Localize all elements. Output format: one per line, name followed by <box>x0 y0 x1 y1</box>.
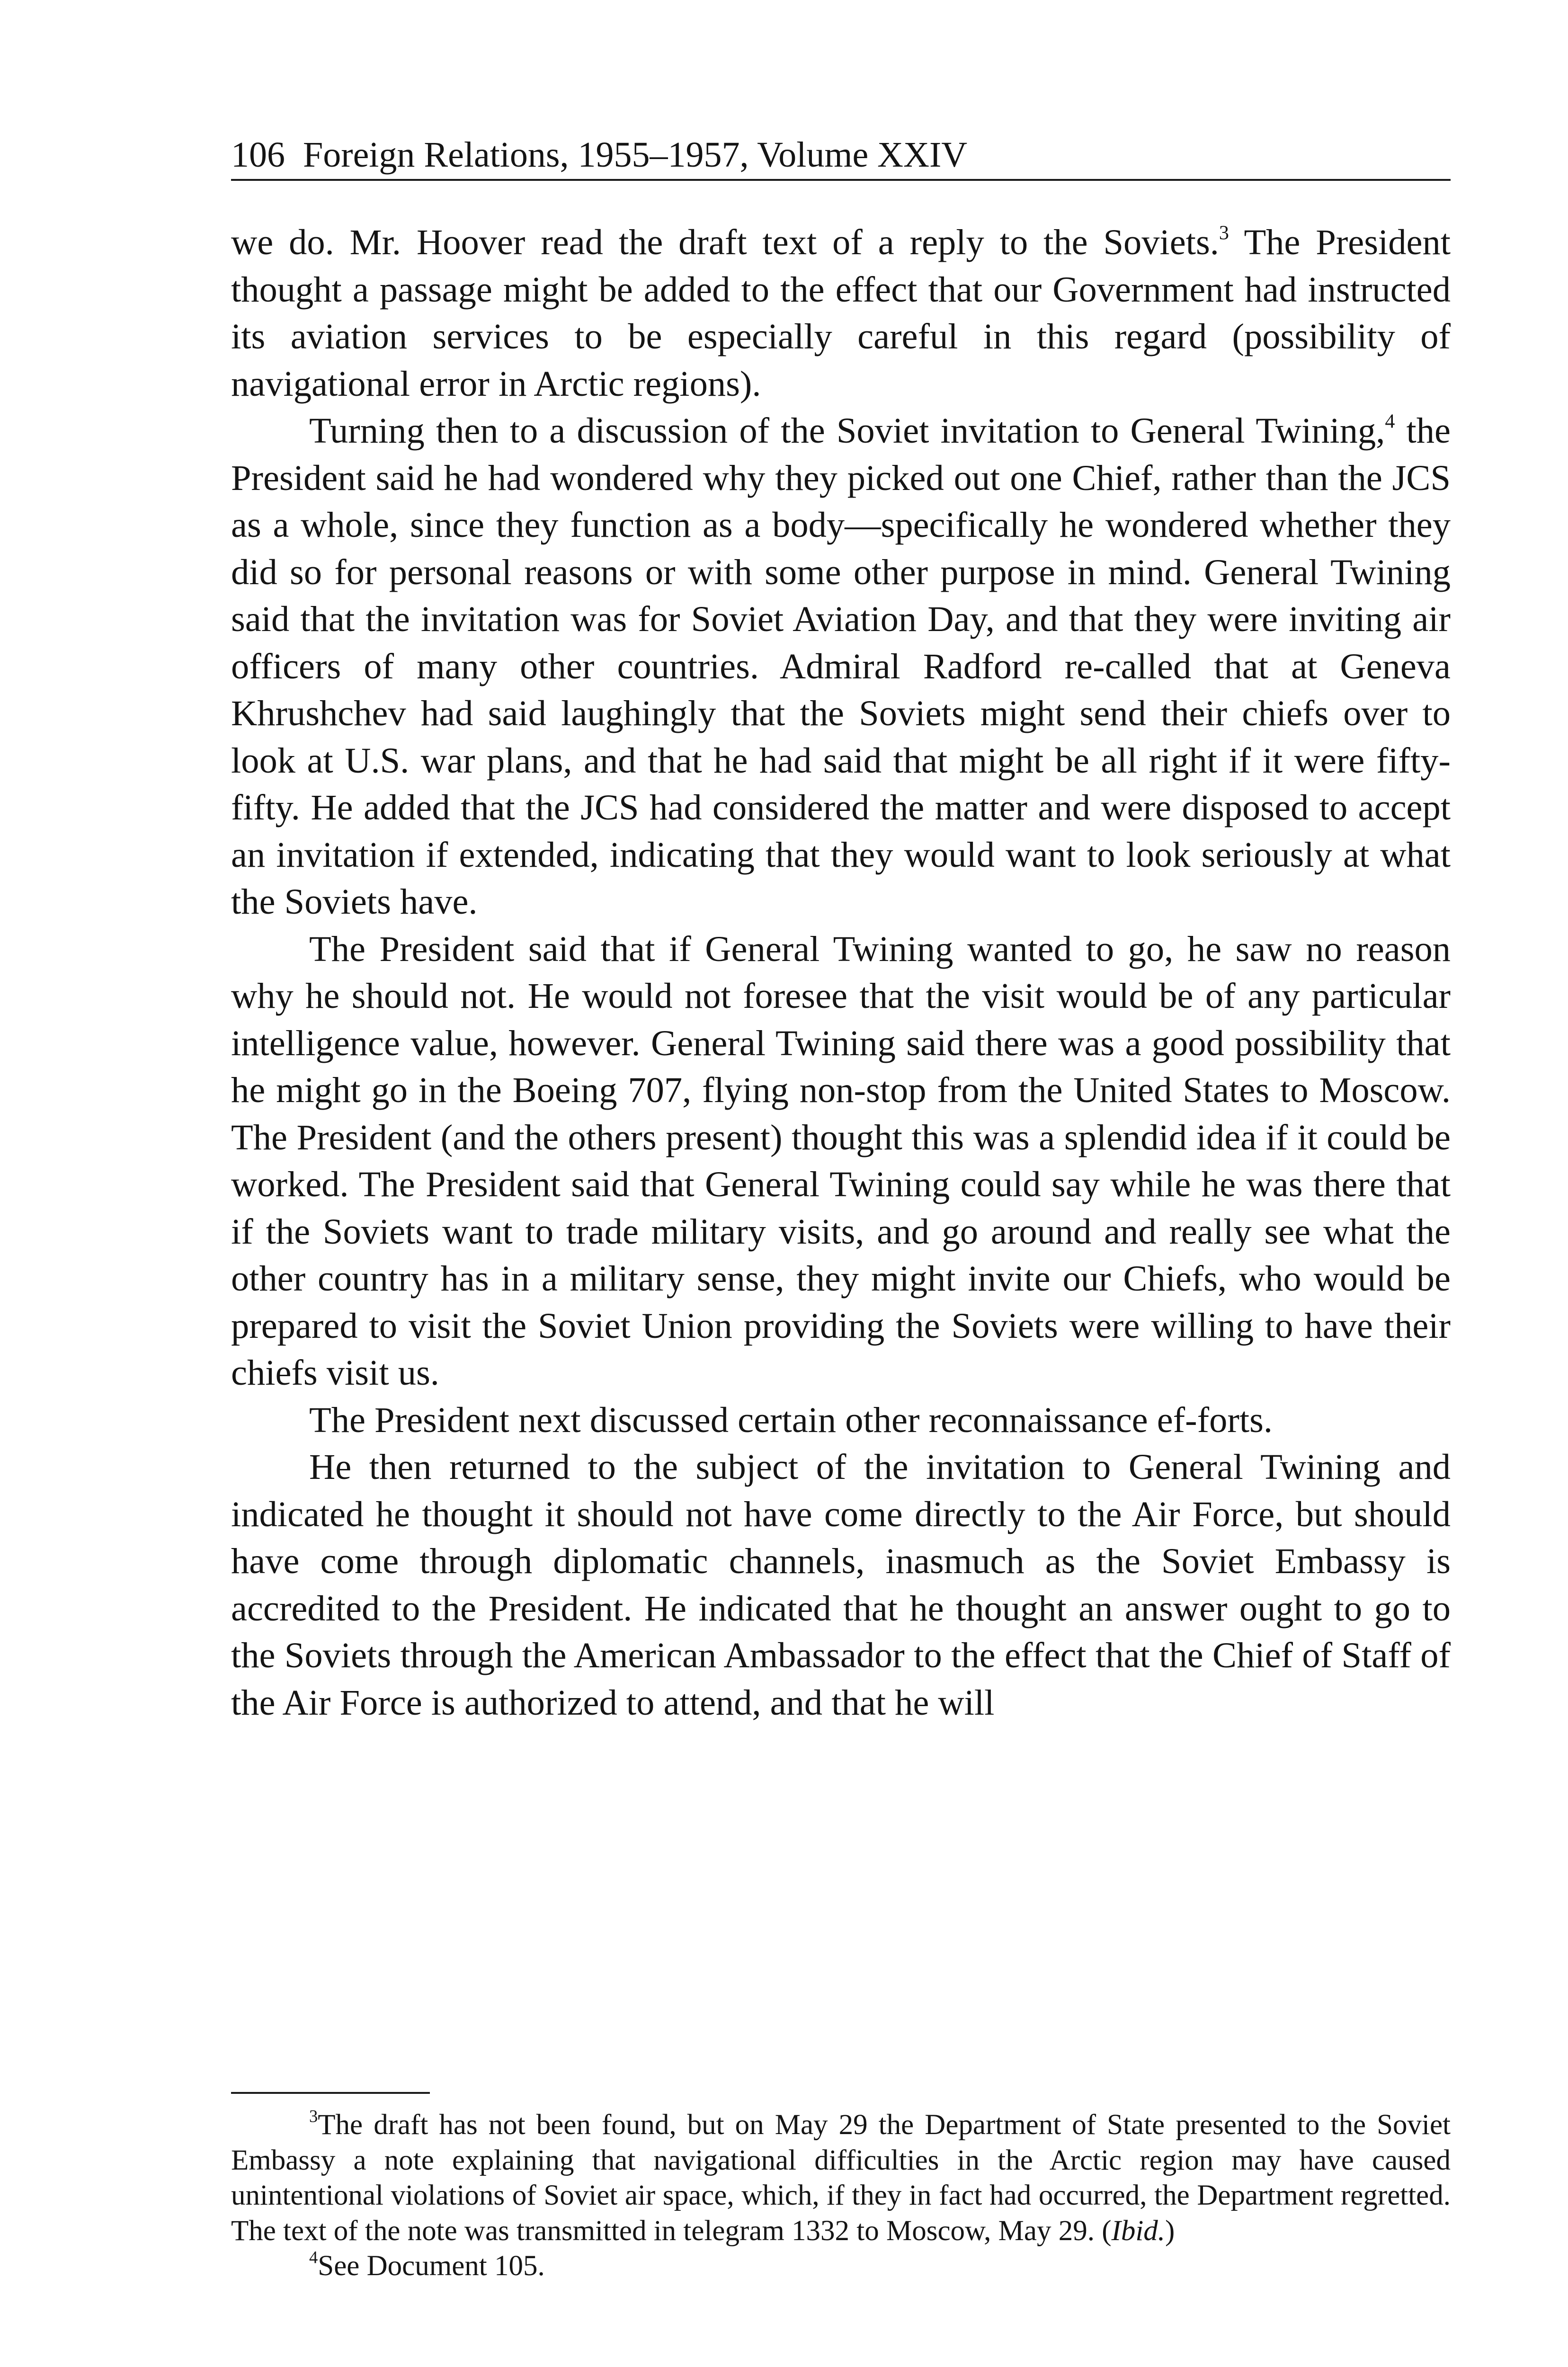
page-number: 106 <box>231 135 285 175</box>
paragraph-2-text-a: Turning then to a discussion of the Soviet invitation to General Twining, <box>309 410 1385 451</box>
footnote-4 <box>231 2249 1451 2284</box>
paragraph-2 <box>231 407 1451 925</box>
paragraph-4: The President next discussed certain other reconnaissance ef-forts. <box>309 1399 1273 1440</box>
footnote-ref-4[interactable]: 4 <box>1385 410 1395 433</box>
footnote-3-mark: 3 <box>309 2106 318 2126</box>
footnote-3-ibid: Ibid. <box>1111 2215 1166 2247</box>
footnote-4-mark: 4 <box>309 2247 318 2267</box>
paragraph-5: He then returned to the subject of the invitation to General Twining and indicated he thought it should not have come directly to the Air Force, but should have come through diplomatic channels, inasmuch as the Soviet Embassy is accredited to the President. He indicated that he thought an answer ought to go to the Soviets through the American Ambassador to the effect that the Chief of Staff of the Air Force is authorized to attend, and that he will <box>231 1447 1451 1723</box>
paragraph-3: The President said that if General Twining wanted to go, he saw no reason why he should not. He would not foresee that the visit would be of any particular intelligence value, however. General Twining said there was a good possibility that he might go in the Boeing 707, flying non-stop from the United States to Moscow. The President (and the others present) thought this was a splendid idea if it could be worked. The President said that General Twining could say while he was there that if the Soviets want to trade military visits, and go around and really see what the other country has in a military sense, they might invite our Chiefs, who would be prepared to visit the Soviet Union providing the Soviets were willing to have their chiefs visit us. <box>231 928 1451 1393</box>
paragraph-1-text: we do. Mr. Hoover read the draft text of a reply to the Soviets. <box>231 222 1219 262</box>
paragraph-1-rest: The President thought a passage might be added to the effect that our Government had instructed its aviation services to be especially careful in this regard (possibility of navigational error in Arctic regions). <box>231 222 1451 404</box>
footnotes <box>231 2108 1451 2284</box>
footnote-separator <box>231 2092 430 2094</box>
body-text <box>231 219 1451 1726</box>
paragraph-1 <box>231 219 1451 407</box>
running-title: Foreign Relations, 1955–1957, Volume XXIV <box>303 135 968 175</box>
footnote-ref-3[interactable]: 3 <box>1219 222 1229 244</box>
footnote-3 <box>231 2108 1451 2249</box>
footnote-3-close: ) <box>1165 2215 1175 2247</box>
running-header <box>231 133 1451 181</box>
paragraph-2-text-b: the President said he had wondered why they picked out one Chief, rather than the JCS as a whole, since they function as a body—specifically he wondered whether they did so for personal reasons or with some other purpose in mind. General Twining said that the invitation was for Soviet Aviation Day, and that they were inviting air officers of many other countries. Admiral Radford re-called that at Geneva Khrushchev had said laughingly that the Soviets might send their chiefs over to look at U.S. war plans, and that he had said that might be all right if it were fifty-fifty. He added that the JCS had considered the matter and were disposed to accept an invitation if extended, indicating that they would want to look seriously at what the Soviets have. <box>231 410 1451 922</box>
footnote-3-text: The draft has not been found, but on May 29 the Department of State presented to the Soviet Embassy a note explaining that navigational difficulties in the Arctic region may have caused unintentional violations of Soviet air space, which, if they in fact had occurred, the Department regretted. The text of the note was transmitted in telegram 1332 to Moscow, May 29. ( <box>231 2109 1451 2247</box>
footnote-4-text: See Document 105. <box>318 2250 545 2282</box>
